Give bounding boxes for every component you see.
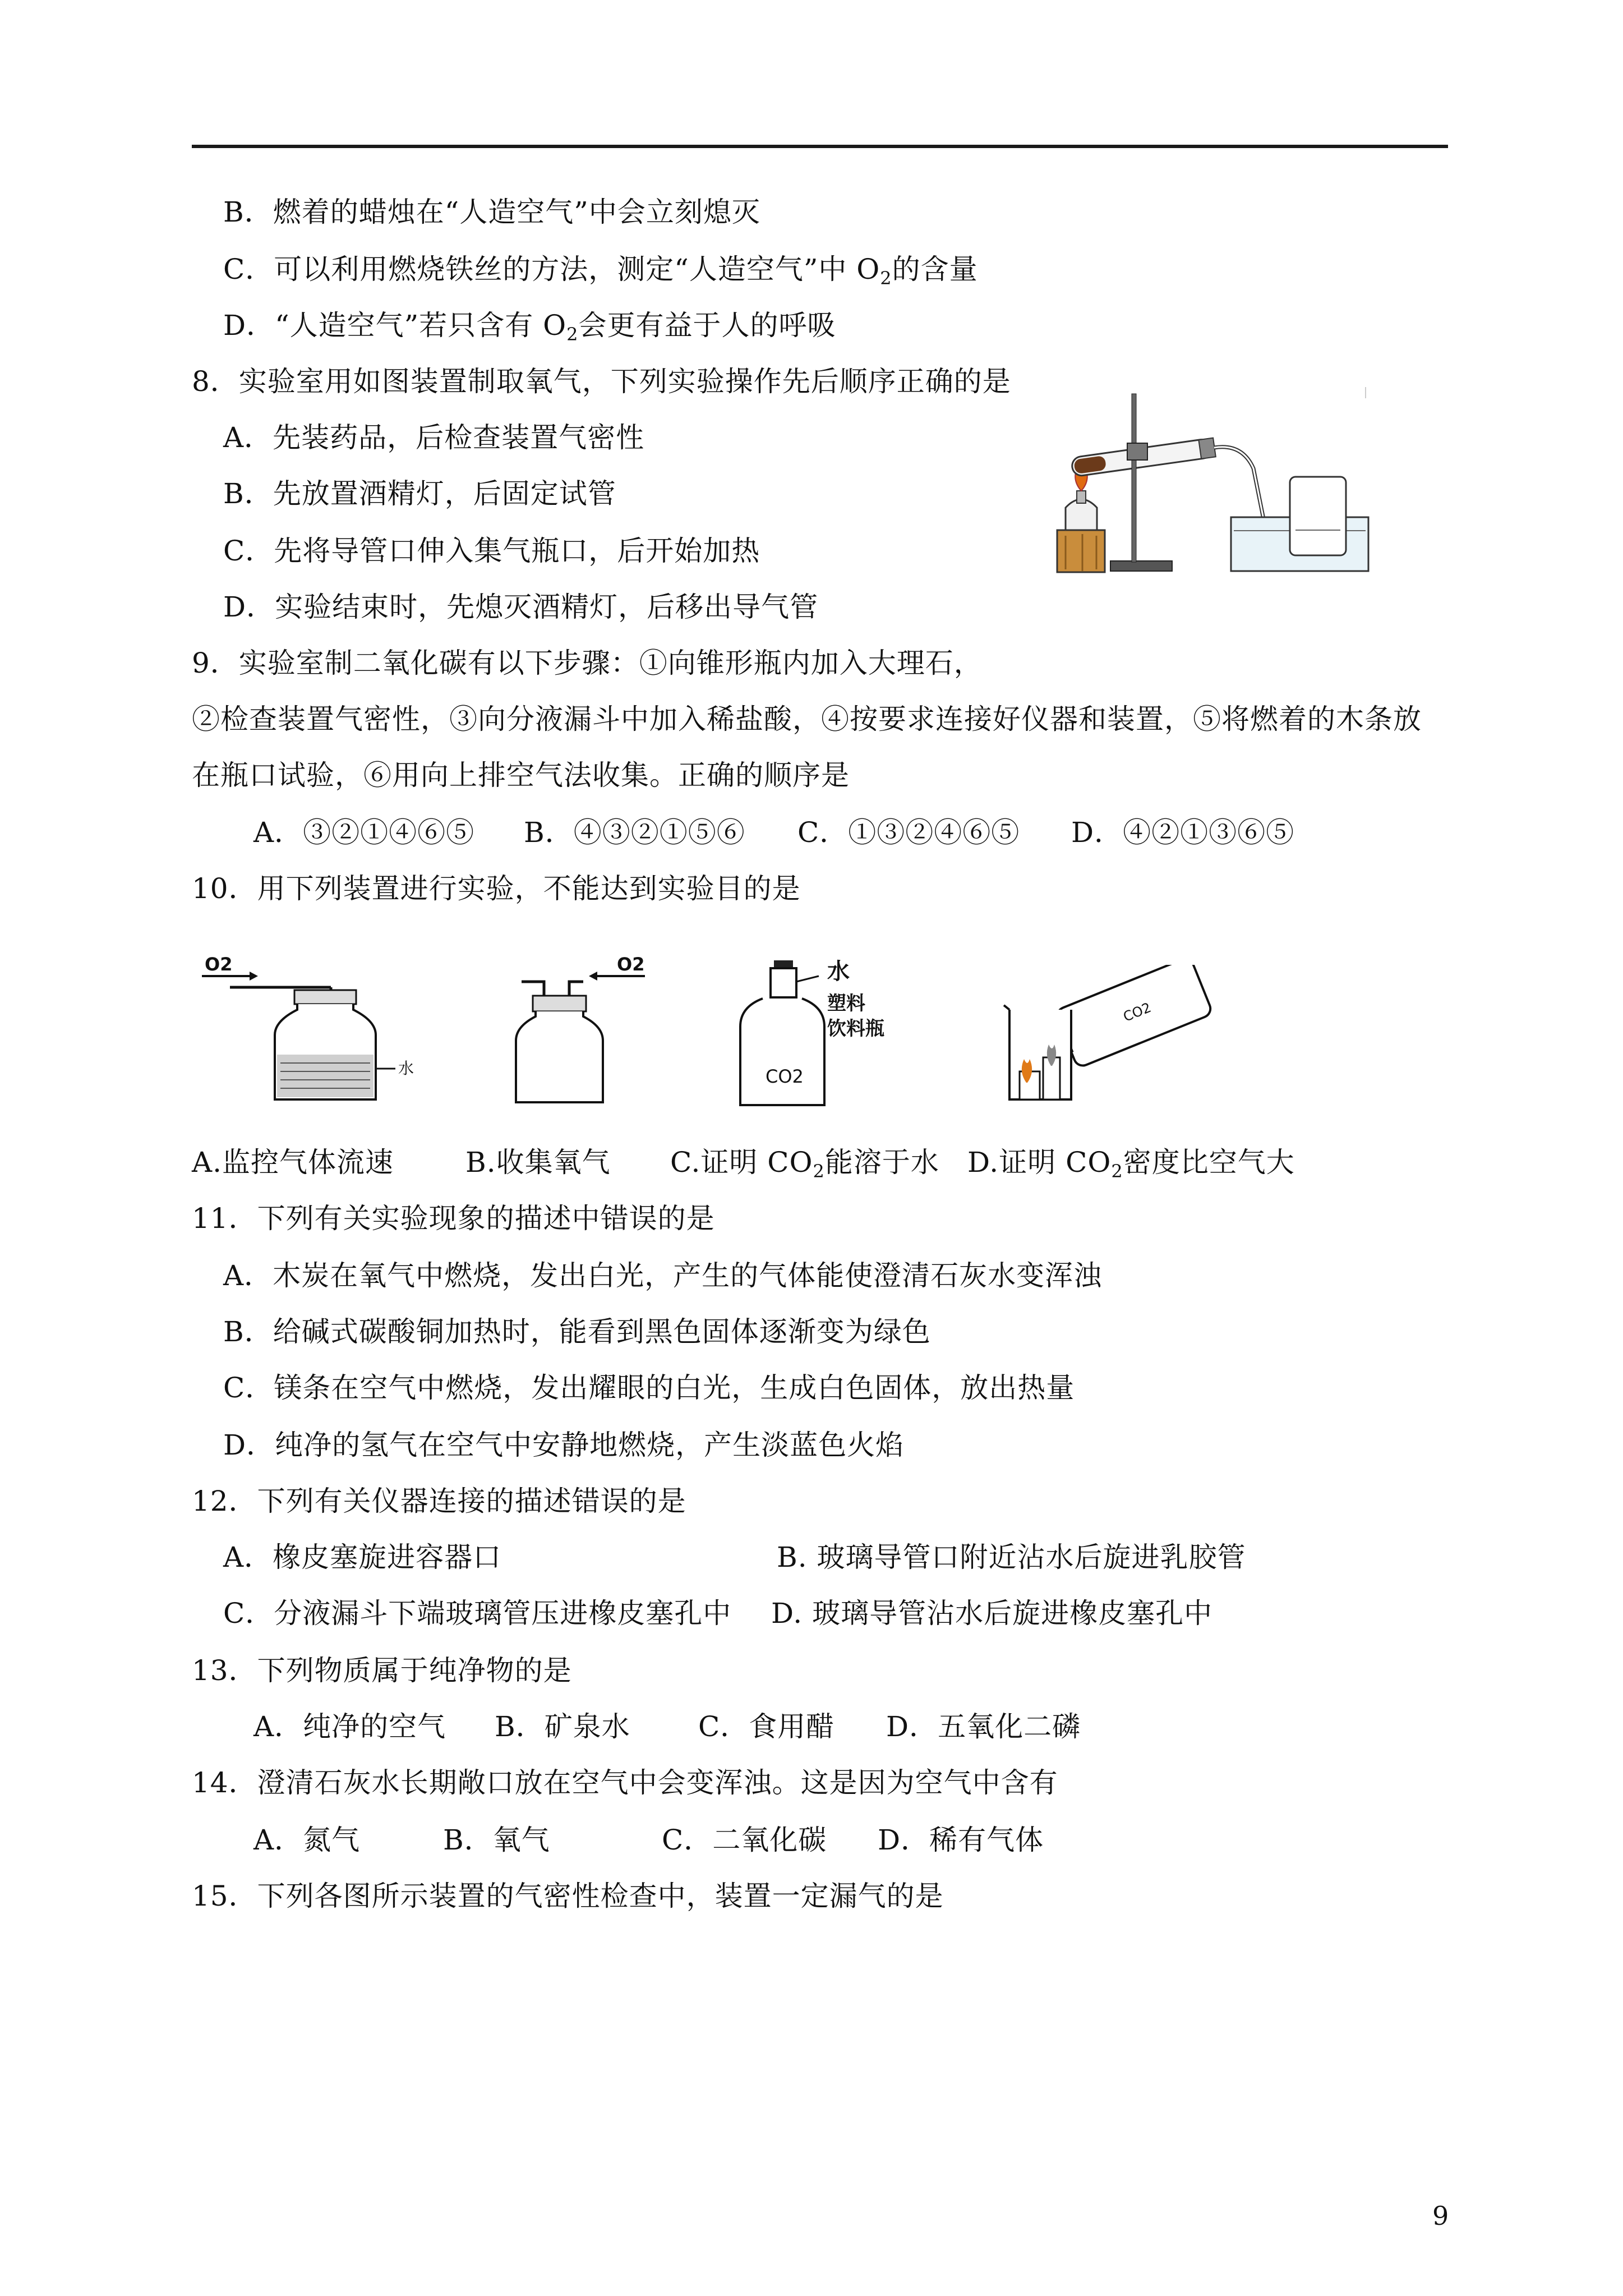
q13-stem: 13．下列物质属于纯净物的是 xyxy=(192,1654,572,1687)
q10-option-c: C.证明 $CO_2$能溶于水 xyxy=(670,1146,939,1182)
q10-stem: 10．用下列装置进行实验，不能达到实验目的是 xyxy=(192,872,801,905)
q7-option-c: C．可以利用燃烧铁丝的方法，测定“人造空气”中 $O_2$的含量 xyxy=(223,253,978,289)
q14-option-a: A．氮气 xyxy=(253,1824,361,1856)
q10-figure-d xyxy=(998,965,1223,1111)
q14-option-c: C．二氧化碳 xyxy=(662,1824,827,1856)
figure-b-gas-label: O2 xyxy=(617,954,645,975)
q8-option-a: A．先装药品，后检查装置气密性 xyxy=(223,421,645,454)
q8-stem: 8．实验室用如图装置制取氧气，下列实验操作先后顺序正确的是 xyxy=(192,365,1011,398)
q13-option-b: B．矿泉水 xyxy=(495,1710,630,1743)
q9-stem-line-2: ②检查装置气密性，③向分液漏斗中加入稀盐酸，④按要求连接好仪器和装置，⑤将燃着的木条放 xyxy=(192,703,1422,735)
q8-option-c: C．先将导管口伸入集气瓶口，后开始加热 xyxy=(223,535,760,567)
q9-stem-line-3: 在瓶口试验，⑥用向上排空气法收集。正确的顺序是 xyxy=(192,759,850,792)
q14-option-b: B．氧气 xyxy=(443,1824,550,1856)
q9-stem-line-1: 9．实验室制二氧化碳有以下步骤：①向锥形瓶内加入大理石， xyxy=(192,647,983,679)
q12-option-a: A．橡皮塞旋进容器口 xyxy=(223,1541,502,1573)
q10-figure-c xyxy=(723,954,959,1116)
q11-option-d: D．纯净的氢气在空气中安静地燃烧，产生淡蓝色火焰 xyxy=(223,1429,905,1461)
q7-option-d: D．“人造空气”若只含有 $O_2$会更有益于人的呼吸 xyxy=(223,309,836,345)
q10-figure-a xyxy=(196,948,421,1111)
q13-option-c: C．食用醋 xyxy=(698,1710,835,1743)
q8-option-d: D．实验结束时，先熄灭酒精灯，后移出导气管 xyxy=(223,591,819,623)
q13-option-d: D．五氧化二磷 xyxy=(886,1710,1081,1743)
q15-stem: 15．下列各图所示装置的气密性检查中，装置一定漏气的是 xyxy=(192,1880,944,1912)
q12-stem: 12．下列有关仪器连接的描述错误的是 xyxy=(192,1485,686,1517)
figure-a-water-label: 水 xyxy=(398,1059,414,1078)
figure-c-bottle-label-1: 塑料 xyxy=(827,992,865,1015)
q11-option-b: B．给碱式碳酸铜加热时，能看到黑色固体逐渐变为绿色 xyxy=(223,1315,931,1348)
q14-option-d: D．稀有气体 xyxy=(878,1824,1044,1856)
figure-c-gas-label: CO2 xyxy=(766,1066,804,1087)
q12-option-b: B. 玻璃导管口附近沾水后旋进乳胶管 xyxy=(777,1541,1246,1573)
figure-c-bottle-label-2: 饮料瓶 xyxy=(827,1018,884,1040)
q9-option-c: C．①③②④⑥⑤ xyxy=(797,816,1020,849)
q13-option-a: A．纯净的空气 xyxy=(253,1710,446,1743)
figure-d-gas-label: CO2 xyxy=(1121,999,1154,1025)
page-number: 9 xyxy=(1432,2201,1449,2231)
figure-a-gas-label: O2 xyxy=(205,954,233,975)
q9-option-b: B．④③②①⑤⑥ xyxy=(524,816,745,849)
q11-stem: 11．下列有关实验现象的描述中错误的是 xyxy=(192,1202,715,1235)
q12-option-c: C．分液漏斗下端玻璃管压进橡皮塞孔中 xyxy=(223,1597,732,1630)
q10-option-a: A.监控气体流速 xyxy=(192,1146,394,1179)
q14-stem: 14．澄清石灰水长期敞口放在空气中会变浑浊。这是因为空气中含有 xyxy=(192,1766,1058,1799)
q9-option-d: D．④②①③⑥⑤ xyxy=(1071,816,1295,849)
q8-oxygen-apparatus-figure xyxy=(1049,387,1374,578)
q10-option-d: D.证明 $CO_2$密度比空气大 xyxy=(967,1146,1295,1182)
q11-option-c: C．镁条在空气中燃烧，发出耀眼的白光，生成白色固体，放出热量 xyxy=(223,1372,1075,1404)
q8-option-b: B．先放置酒精灯，后固定试管 xyxy=(223,477,616,510)
q10-option-b: B.收集氧气 xyxy=(465,1146,611,1179)
figure-c-water-label: 水 xyxy=(827,958,850,984)
q10-figure-b xyxy=(499,948,667,1111)
q9-option-a: A．③②①④⑥⑤ xyxy=(253,816,475,849)
q12-option-d: D. 玻璃导管沾水后旋进橡皮塞孔中 xyxy=(771,1597,1213,1630)
q11-option-a: A．木炭在氧气中燃烧，发出白光，产生的气体能使澄清石灰水变浑浊 xyxy=(223,1259,1103,1292)
header-rule xyxy=(192,145,1448,148)
q7-option-b: B．燃着的蜡烛在“人造空气”中会立刻熄灭 xyxy=(223,196,760,228)
